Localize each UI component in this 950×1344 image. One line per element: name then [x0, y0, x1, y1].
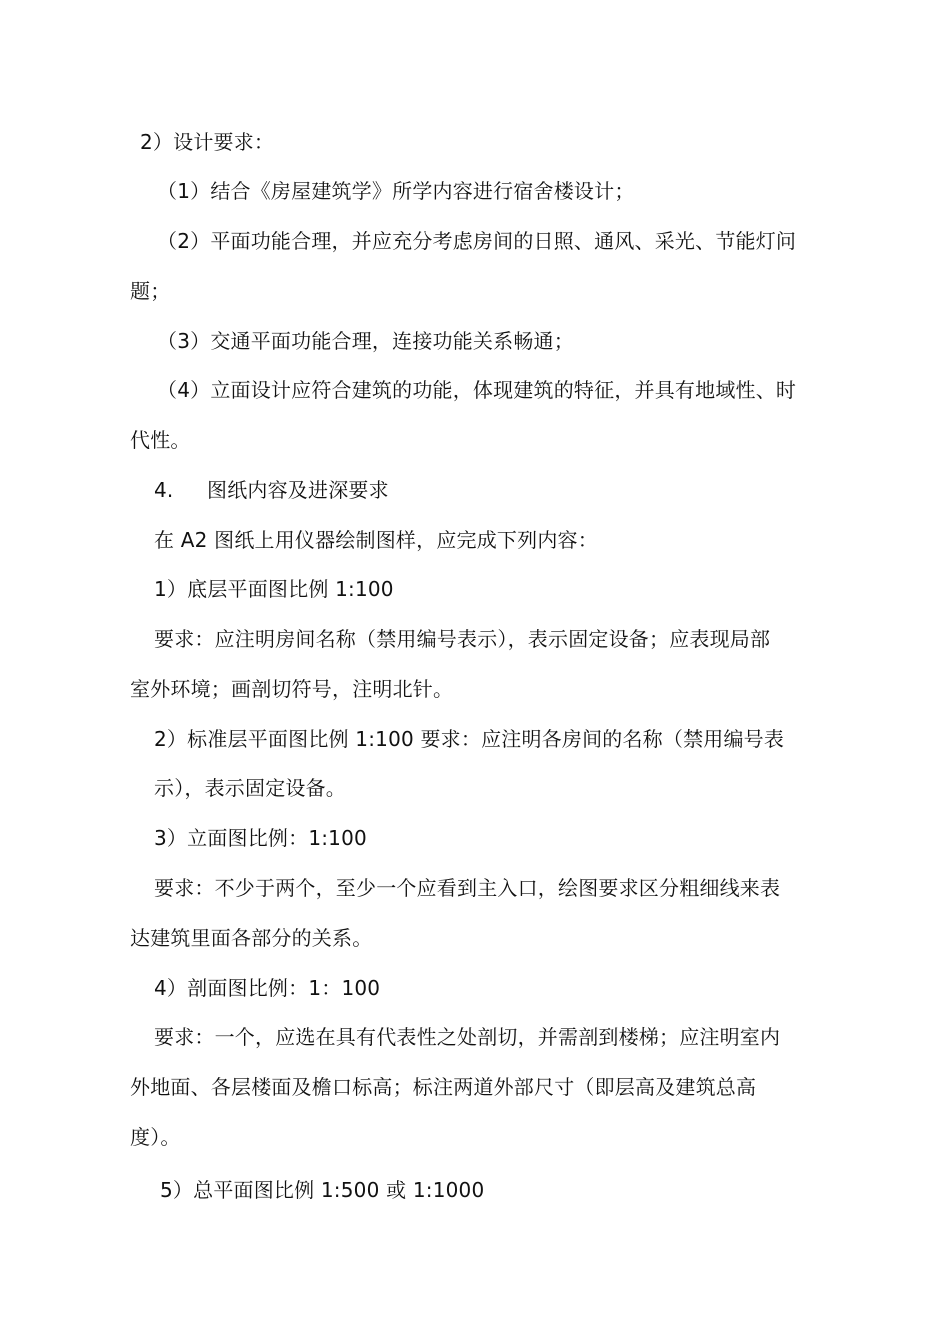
text-line: 室外环境；画剖切符号，注明北针。 [130, 677, 454, 701]
text-line: 2）标准层平面图比例 1:100 要求：应注明各房间的名称（禁用编号表 [154, 727, 785, 751]
text-line: 4）剖面图比例：1：100 [154, 976, 381, 1000]
text-line: （3）交通平面功能合理，连接功能关系畅通； [157, 329, 574, 353]
text-line: 要求：不少于两个，至少一个应看到主入口，绘图要求区分粗细线来表 [154, 876, 781, 900]
text-line: （2）平面功能合理，并应充分考虑房间的日照、通风、采光、节能灯问 [157, 229, 797, 253]
text-line: 要求：应注明房间名称（禁用编号表示），表示固定设备；应表现局部 [154, 627, 771, 651]
text-line: 代性。 [130, 428, 191, 452]
text-line: 示），表示固定设备。 [154, 776, 346, 800]
text-line: 2）设计要求： [140, 130, 275, 154]
text-line: 度）。 [130, 1125, 181, 1149]
text-line: 3）立面图比例：1:100 [154, 826, 367, 850]
text-line: 达建筑里面各部分的关系。 [130, 926, 373, 950]
text-line: 要求：一个，应选在具有代表性之处剖切，并需剖到楼梯；应注明室内 [154, 1025, 781, 1049]
section-heading: 图纸内容及进深要求 [207, 478, 389, 502]
text-line: 1）底层平面图比例 1:100 [154, 577, 394, 601]
text-line: （4）立面设计应符合建筑的功能，体现建筑的特征，并具有地域性、时 [157, 378, 797, 402]
text-line: 5）总平面图比例 1:500 或 1:1000 [160, 1178, 485, 1202]
text-line: 题； [130, 279, 171, 303]
text-line: 外地面、各层楼面及檐口标高；标注两道外部尺寸（即层高及建筑总高 [130, 1075, 757, 1099]
section-number: 4. [154, 478, 174, 502]
text-line: （1）结合《房屋建筑学》所学内容进行宿舍楼设计； [157, 179, 635, 203]
text-line: 在 A2 图纸上用仪器绘制图样，应完成下列内容： [154, 528, 598, 552]
